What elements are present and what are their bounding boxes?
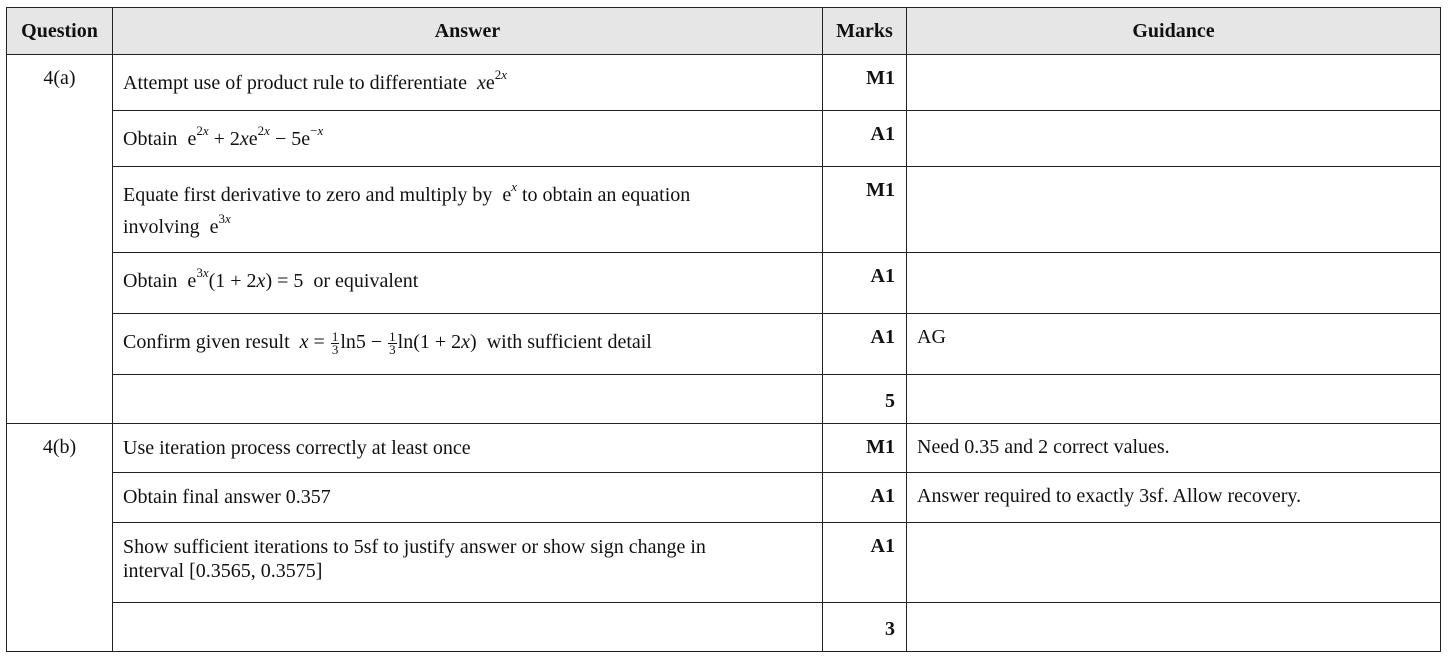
guidance-cell [907, 375, 1441, 424]
guidance-cell: Answer required to exactly 3sf. Allow recovery. [907, 473, 1441, 523]
guidance-cell: Need 0.35 and 2 correct values. [907, 424, 1441, 473]
answer-cell [113, 375, 823, 424]
guidance-cell: AG [907, 314, 1441, 375]
answer-math: Equate first derivative to zero and multiply by $e^x$ to obtain an equation involving $e^{3x}$ [123, 179, 691, 238]
question-label-4b: 4(b) [7, 424, 113, 652]
table-row [7, 523, 1441, 603]
table-row [7, 375, 1441, 424]
mark-scheme-table [6, 7, 1441, 652]
answer-text: Obtain final answer [123, 486, 281, 508]
total-marks-4b: 3 [823, 603, 907, 652]
guidance-cell [907, 111, 1441, 167]
guidance-cell [907, 167, 1441, 253]
answer-cell [113, 167, 823, 253]
answer-suffix: or equivalent [313, 270, 419, 292]
mark-cell: A1 [823, 473, 907, 523]
table-row [7, 167, 1441, 253]
answer-text: Obtain [123, 128, 178, 150]
mark-cell: M1 [823, 167, 907, 253]
total-marks-4a: 5 [823, 375, 907, 424]
table-row [7, 253, 1441, 314]
answer-cell [113, 523, 823, 603]
header-row [7, 8, 1441, 55]
answer-cell [113, 473, 823, 523]
answer-math: $e^{2x} + 2xe^{2x} - 5e^{-x}$ [182, 123, 324, 150]
answer-line-2: interval [0.3565, 0.3575] [123, 560, 323, 582]
answer-math: Confirm given result x = $\frac{1}{3}$ ln5 − $\frac{1}{3}$ ln(1 + 2x) [123, 328, 482, 357]
guidance-cell [907, 55, 1441, 111]
table-row [7, 111, 1441, 167]
answer-text: Attempt use of product rule to differentiate [123, 72, 467, 94]
mark-cell: A1 [823, 111, 907, 167]
answer-value: 0.357 [285, 486, 331, 508]
table-row [7, 314, 1441, 375]
answer-cell: Use iteration process correctly at least once [113, 424, 823, 473]
answer-cell [113, 253, 823, 314]
answer-cell [113, 314, 823, 375]
header-answer: Answer [113, 8, 823, 55]
question-label-4a: 4(a) [7, 55, 113, 424]
header-marks: Marks [823, 8, 907, 55]
answer-suffix: with sufficient detail [486, 331, 652, 353]
answer-line-1: Show sufficient iterations to 5sf to justify answer or show sign change in [123, 536, 706, 558]
guidance-cell [907, 603, 1441, 652]
table-row [7, 424, 1441, 473]
answer-cell [113, 111, 823, 167]
mark-cell: A1 [823, 523, 907, 603]
table-row [7, 55, 1441, 111]
mark-cell: M1 [823, 55, 907, 111]
mark-cell: A1 [823, 314, 907, 375]
answer-cell [113, 55, 823, 111]
answer-math: Obtain $e^{3x}(1 + 2x) = 5$ [123, 265, 309, 292]
mark-cell: M1 [823, 424, 907, 473]
answer-cell [113, 603, 823, 652]
table-row [7, 473, 1441, 523]
header-question: Question [7, 8, 113, 55]
answer-math: $xe^{2x}$ [476, 67, 508, 94]
mark-cell: A1 [823, 253, 907, 314]
guidance-cell [907, 253, 1441, 314]
table-row [7, 603, 1441, 652]
guidance-cell [907, 523, 1441, 603]
header-guidance: Guidance [907, 8, 1441, 55]
